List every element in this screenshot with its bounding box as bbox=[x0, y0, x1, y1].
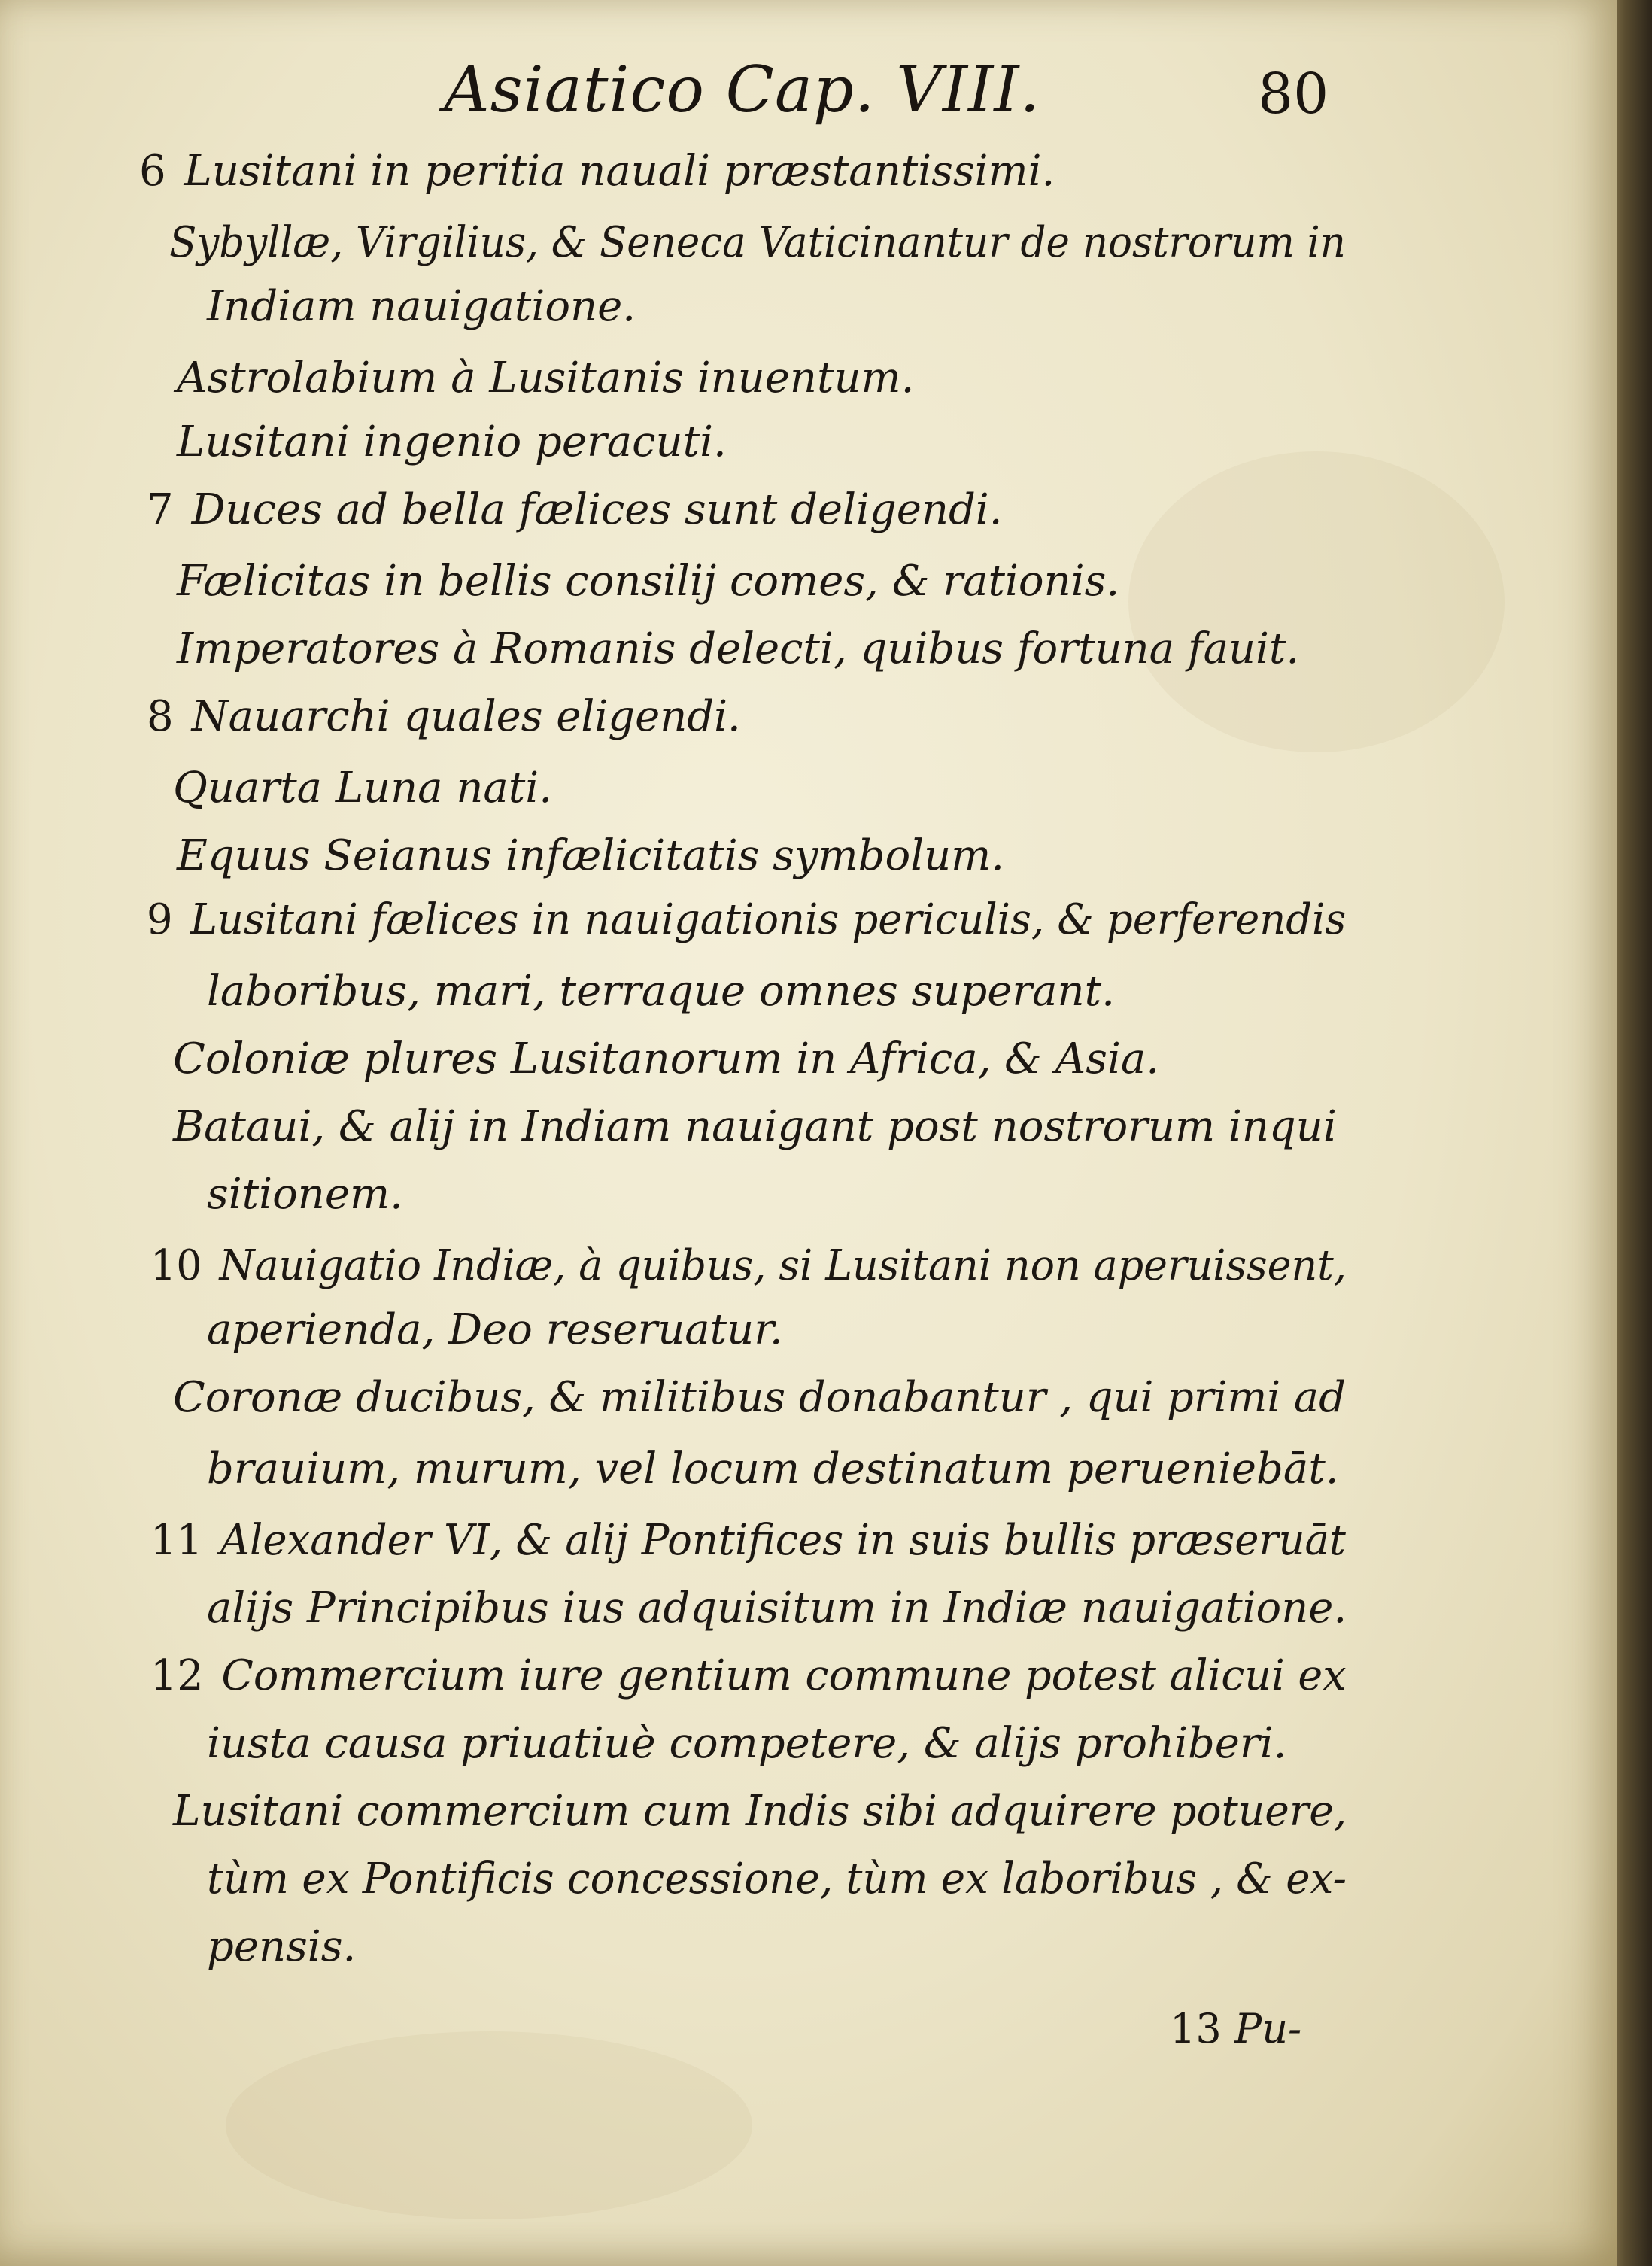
catchword-word: Pu- bbox=[1234, 2005, 1302, 2052]
entry-line bbox=[177, 354, 915, 402]
entry-line bbox=[177, 831, 1005, 880]
entry-line bbox=[207, 967, 1115, 1016]
entry-text: Imperatores à Romanis delecti, quibus fortuna fauit. bbox=[177, 624, 1300, 673]
page-number: 80 bbox=[1258, 62, 1329, 126]
entry-line bbox=[207, 1170, 403, 1219]
entry-text: Coloniæ plures Lusitanorum in Africa, & Asia. bbox=[173, 1034, 1160, 1083]
entry-text: Equus Seianus infælicitatis symbolum. bbox=[177, 831, 1005, 880]
entry-text: Quarta Luna nati. bbox=[173, 764, 552, 813]
entry-line bbox=[150, 1651, 1347, 1700]
entry-line bbox=[173, 1034, 1160, 1083]
entry-text: aperienda, Deo reseruatur. bbox=[207, 1305, 783, 1354]
entry-line bbox=[173, 1787, 1347, 1836]
entry-text: iusta causa priuatiuè competere, & alijs prohiberi. bbox=[207, 1719, 1287, 1768]
entry-line bbox=[177, 418, 727, 466]
entry-text: Alexander VI, & alij Pontifices in suis bullis præseruāt bbox=[220, 1516, 1346, 1565]
entry-number: 7 bbox=[147, 485, 174, 534]
entry-text: Coronæ ducibus, & militibus donabantur , qui primi ad bbox=[173, 1373, 1346, 1422]
entry-text: laboribus, mari, terraque omnes superant. bbox=[207, 967, 1115, 1016]
entry-line bbox=[173, 1373, 1346, 1422]
entry-text: Indiam nauigatione. bbox=[207, 282, 636, 331]
entry-line bbox=[150, 1241, 1347, 1290]
entry-text: Bataui, & alij in Indiam nauigant post nostrorum inqui bbox=[173, 1102, 1337, 1151]
entry-number: 10 bbox=[150, 1241, 202, 1290]
entry-line bbox=[173, 764, 552, 813]
entry-line bbox=[150, 1516, 1346, 1565]
entry-line bbox=[207, 1922, 357, 1971]
entry-text: Astrolabium à Lusitanis inuentum. bbox=[177, 354, 915, 402]
entry-line bbox=[139, 147, 1055, 196]
entry-line bbox=[147, 895, 1347, 944]
entry-text: Fælicitas in bellis consilij comes, & rationis. bbox=[177, 557, 1120, 606]
entry-line bbox=[207, 1444, 1339, 1493]
running-head: Asiatico Cap. VIII. bbox=[444, 53, 1041, 126]
entry-text: Duces ad bella fælices sunt deligendi. bbox=[191, 485, 1003, 534]
entry-text: sitionem. bbox=[207, 1170, 403, 1219]
entry-line bbox=[207, 1719, 1287, 1768]
entry-line bbox=[177, 557, 1120, 606]
entry-text: brauium, murum, vel locum destinatum perueniebāt. bbox=[207, 1444, 1339, 1493]
catchword bbox=[1170, 2005, 1301, 2052]
entry-text: Lusitani fælices in nauigationis periculis, & perferendis bbox=[190, 895, 1347, 944]
entry-line bbox=[207, 282, 636, 331]
entry-number: 11 bbox=[150, 1516, 203, 1565]
paper-stain bbox=[226, 2031, 752, 2219]
entry-text: Nauigatio Indiæ, à quibus, si Lusitani non aperuissent, bbox=[219, 1241, 1347, 1290]
entry-number: 8 bbox=[147, 692, 174, 741]
entry-line bbox=[173, 1102, 1337, 1151]
entry-text: Commercium iure gentium commune potest alicui ex bbox=[221, 1651, 1347, 1700]
entry-line bbox=[207, 1305, 783, 1354]
entry-text: alijs Principibus ius adquisitum in Indiæ nauigatione. bbox=[207, 1584, 1347, 1633]
entry-text: tùm ex Pontificis concessione, tùm ex laboribus , & ex- bbox=[207, 1854, 1347, 1903]
entry-line bbox=[147, 692, 741, 741]
entry-line bbox=[147, 485, 1003, 534]
entry-text: Lusitani in peritia nauali præstantissimi. bbox=[184, 147, 1055, 196]
entry-line bbox=[207, 1854, 1347, 1903]
entry-line bbox=[177, 624, 1300, 673]
paper-stain bbox=[1128, 451, 1505, 752]
entry-number: 6 bbox=[139, 147, 166, 196]
entry-text: Lusitani commercium cum Indis sibi adquirere potuere, bbox=[173, 1787, 1347, 1836]
entry-number: 12 bbox=[150, 1651, 204, 1700]
entry-text: Sybyllæ, Virgilius, & Seneca Vaticinantur de nostrorum in bbox=[169, 218, 1346, 267]
entry-number: 9 bbox=[147, 895, 173, 944]
entry-text: Lusitani ingenio peracuti. bbox=[177, 418, 727, 466]
entry-text: pensis. bbox=[207, 1922, 357, 1971]
entry-text: Nauarchi quales eligendi. bbox=[191, 692, 741, 741]
entry-line bbox=[169, 218, 1346, 267]
catchword-number: 13 bbox=[1170, 2005, 1222, 2052]
entry-line bbox=[207, 1584, 1347, 1633]
